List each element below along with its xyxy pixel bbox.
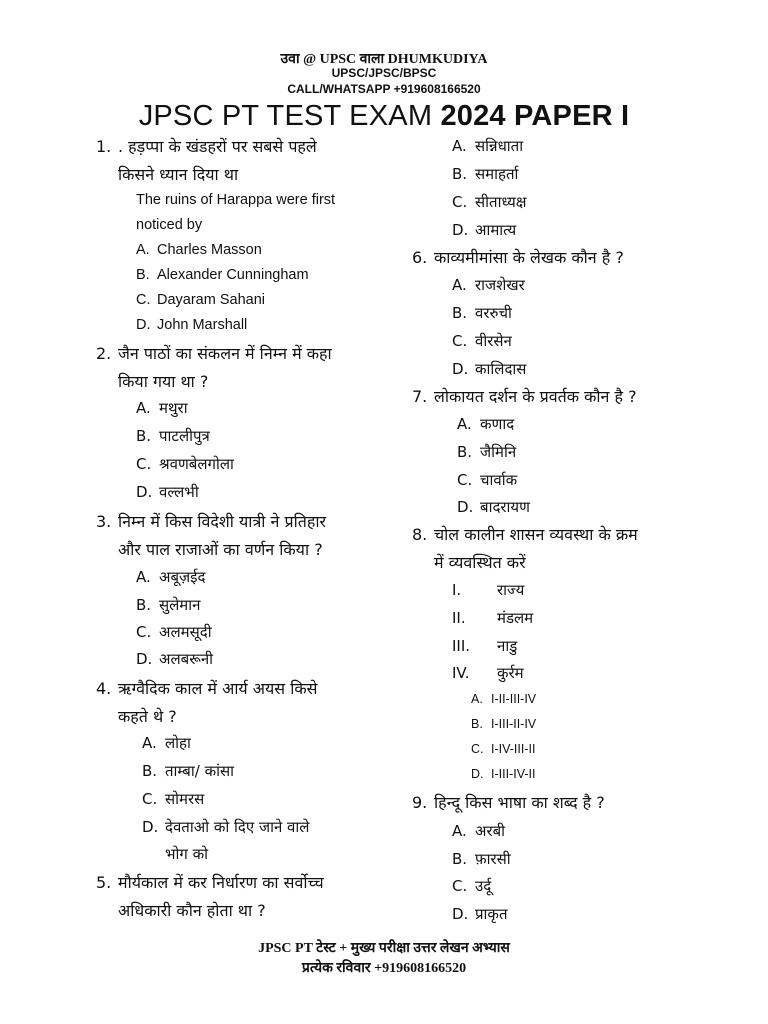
question-7-option-b: B. जैमिनि — [457, 443, 517, 461]
question-8-option-b: B. I-III-II-IV — [471, 717, 537, 731]
question-7-option-a: A. कणाद — [457, 415, 515, 433]
question-3-option-b: B. सुलेमान — [136, 596, 201, 614]
question-7-line-1: 7. लोकायत दर्शन के प्रवर्तक कौन है ? — [412, 387, 637, 406]
question-1-line-2: किसने ध्यान दिया था — [118, 165, 239, 184]
question-2-option-d: D. वल्लभी — [136, 483, 199, 501]
question-1-english-1: The ruins of Harappa were first — [136, 192, 336, 208]
question-6-line-1: 6. काव्यमीमांसा के लेखक कौन है ? — [412, 248, 624, 267]
question-9-option-d: D. प्राकृत — [452, 905, 508, 923]
question-3-option-a: A. अबूज़ईद — [136, 568, 206, 586]
footer-schedule-line: प्रत्येक रविवार +919608166520 — [301, 961, 467, 976]
question-8-item-1: I. राज्य — [452, 581, 525, 599]
question-2-line-1: 2. जैन पाठों का संकलन में निम्न में कहा — [96, 344, 332, 363]
question-3-option-c: C. अलमसूदी — [136, 623, 212, 641]
question-number: 1. — [96, 137, 112, 156]
question-5-line-2: अधिकारी कौन होता था ? — [118, 901, 266, 920]
question-8-item-2: II. मंडलम — [452, 609, 534, 627]
question-8-item-4: IV. कुर्रम — [452, 664, 524, 682]
question-8-option-c: C. I-IV-III-II — [471, 742, 536, 756]
question-2-option-b: B. पाटलीपुत्र — [136, 427, 210, 445]
question-5-option-c: C. सीताध्यक्ष — [452, 193, 527, 211]
question-4-option-c: C. सोमरस — [142, 790, 205, 808]
question-9-line-1: 9. हिन्दू किस भाषा का शब्द है ? — [412, 793, 605, 812]
question-4-option-d-continued: भोग को — [165, 845, 209, 863]
question-8-option-a: A. I-II-III-IV — [471, 692, 537, 706]
question-2-option-a: A. मथुरा — [136, 399, 188, 417]
question-3-line-2: और पाल राजाओं का वर्णन किया ? — [118, 540, 323, 559]
question-4-line-2: कहते थे ? — [118, 707, 177, 726]
question-6-option-d: D. कालिदास — [452, 360, 527, 378]
header-contact-line: CALL/WHATSAPP +919608166520 — [287, 82, 481, 96]
question-1-option-d: D. John Marshall — [136, 317, 248, 333]
question-6-option-b: B. वररुची — [452, 304, 512, 322]
question-2-option-c: C. श्रवणबेलगोला — [136, 455, 234, 473]
question-9-option-c: C. उर्दू — [452, 877, 492, 895]
question-5-option-d: D. आमात्य — [452, 221, 517, 239]
question-3-option-d: D. अलबरूनी — [136, 650, 214, 668]
question-4-option-a: A. लोहा — [142, 734, 191, 752]
question-4-option-b: B. ताम्बा/ कांसा — [142, 762, 235, 780]
question-8-item-3: III. नाडु — [452, 637, 518, 655]
question-5-option-b: B. समाहर्ता — [452, 165, 519, 183]
question-9-option-a: A. अरबी — [452, 822, 506, 840]
question-7-option-d: D. बादरायण — [457, 498, 530, 516]
header-exams-line: UPSC/JPSC/BPSC — [331, 66, 437, 80]
question-5-option-a: A. सन्निधाता — [452, 137, 524, 155]
question-2-line-2: किया गया था ? — [118, 372, 209, 391]
title-regular: JPSC PT TEST EXAM — [138, 100, 441, 132]
header-brand-line: उवा @ UPSC वाला DHUMKUDIYA — [280, 52, 488, 67]
question-8-option-d: D. I-III-IV-II — [471, 767, 536, 781]
question-1-option-b: B. Alexander Cunningham — [136, 267, 309, 283]
question-4-line-1: 4. ऋग्वैदिक काल में आर्य अयस किसे — [96, 679, 318, 698]
question-3-line-1: 3. निम्न में किस विदेशी यात्री ने प्रतिहार — [96, 512, 327, 531]
question-5-line-1: 5. मौर्यकाल में कर निर्धारण का सर्वोच्च — [96, 873, 324, 892]
question-6-option-c: C. वीरसेन — [452, 332, 512, 350]
question-1-option-c: C. Dayaram Sahani — [136, 292, 265, 308]
question-4-option-d: D. देवताओ को दिए जाने वाले — [142, 818, 310, 836]
title-bold: 2024 PAPER I — [440, 100, 630, 132]
page-title — [0, 100, 768, 133]
question-6-option-a: A. राजशेखर — [452, 276, 525, 294]
question-7-option-c: C. चार्वाक — [457, 471, 518, 489]
question-9-option-b: B. फ़ारसी — [452, 850, 511, 868]
question-1-option-a: A. Charles Masson — [136, 242, 262, 258]
question-1-line-1: 1. . हड़प्पा के खंडहरों पर सबसे पहले — [96, 133, 317, 161]
footer-promo-line: JPSC PT टेस्ट + मुख्य परीक्षा उत्तर लेखन अभ्यास — [258, 941, 510, 956]
question-8-line-1: 8. चोल कालीन शासन व्यवस्था के क्रम — [412, 525, 638, 544]
question-1-english-2: noticed by — [136, 217, 203, 233]
question-8-line-2: में व्यवस्थित करें — [434, 553, 526, 572]
